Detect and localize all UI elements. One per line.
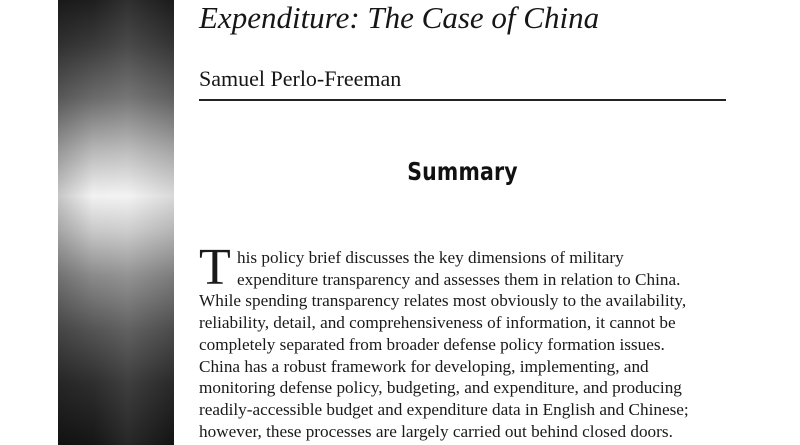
- paragraph-line: completely separated from broader defense policy formation issues.: [199, 334, 665, 354]
- author-name: Samuel Perlo-Freeman: [199, 66, 402, 91]
- summary-paragraph: [199, 239, 739, 442]
- paragraph-line: While spending transparency relates most obviously to the availability,: [199, 291, 687, 311]
- document-title: Expenditure: The Case of China: [199, 0, 600, 35]
- paragraph-line: monitoring defense policy, budgeting, and expenditure, and producing: [199, 378, 682, 398]
- paragraph-line: China has a robust framework for developing, implementing, and: [199, 356, 649, 376]
- drop-cap: T: [199, 239, 231, 296]
- paragraph-line: his policy brief discusses the key dimensions of military: [237, 248, 624, 267]
- decorative-side-bar: [58, 0, 174, 445]
- paragraph-line: reliability, detail, and comprehensiveness of information, it cannot be: [199, 313, 676, 333]
- section-heading: Summary: [407, 157, 518, 186]
- title-divider: [199, 99, 726, 101]
- paragraph-line: expenditure transparency and assesses them in relation to China.: [237, 269, 681, 289]
- paragraph-line: however, these processes are largely carried out behind closed doors.: [199, 421, 673, 441]
- paragraph-line: readily-accessible budget and expenditure data in English and Chinese;: [199, 399, 689, 419]
